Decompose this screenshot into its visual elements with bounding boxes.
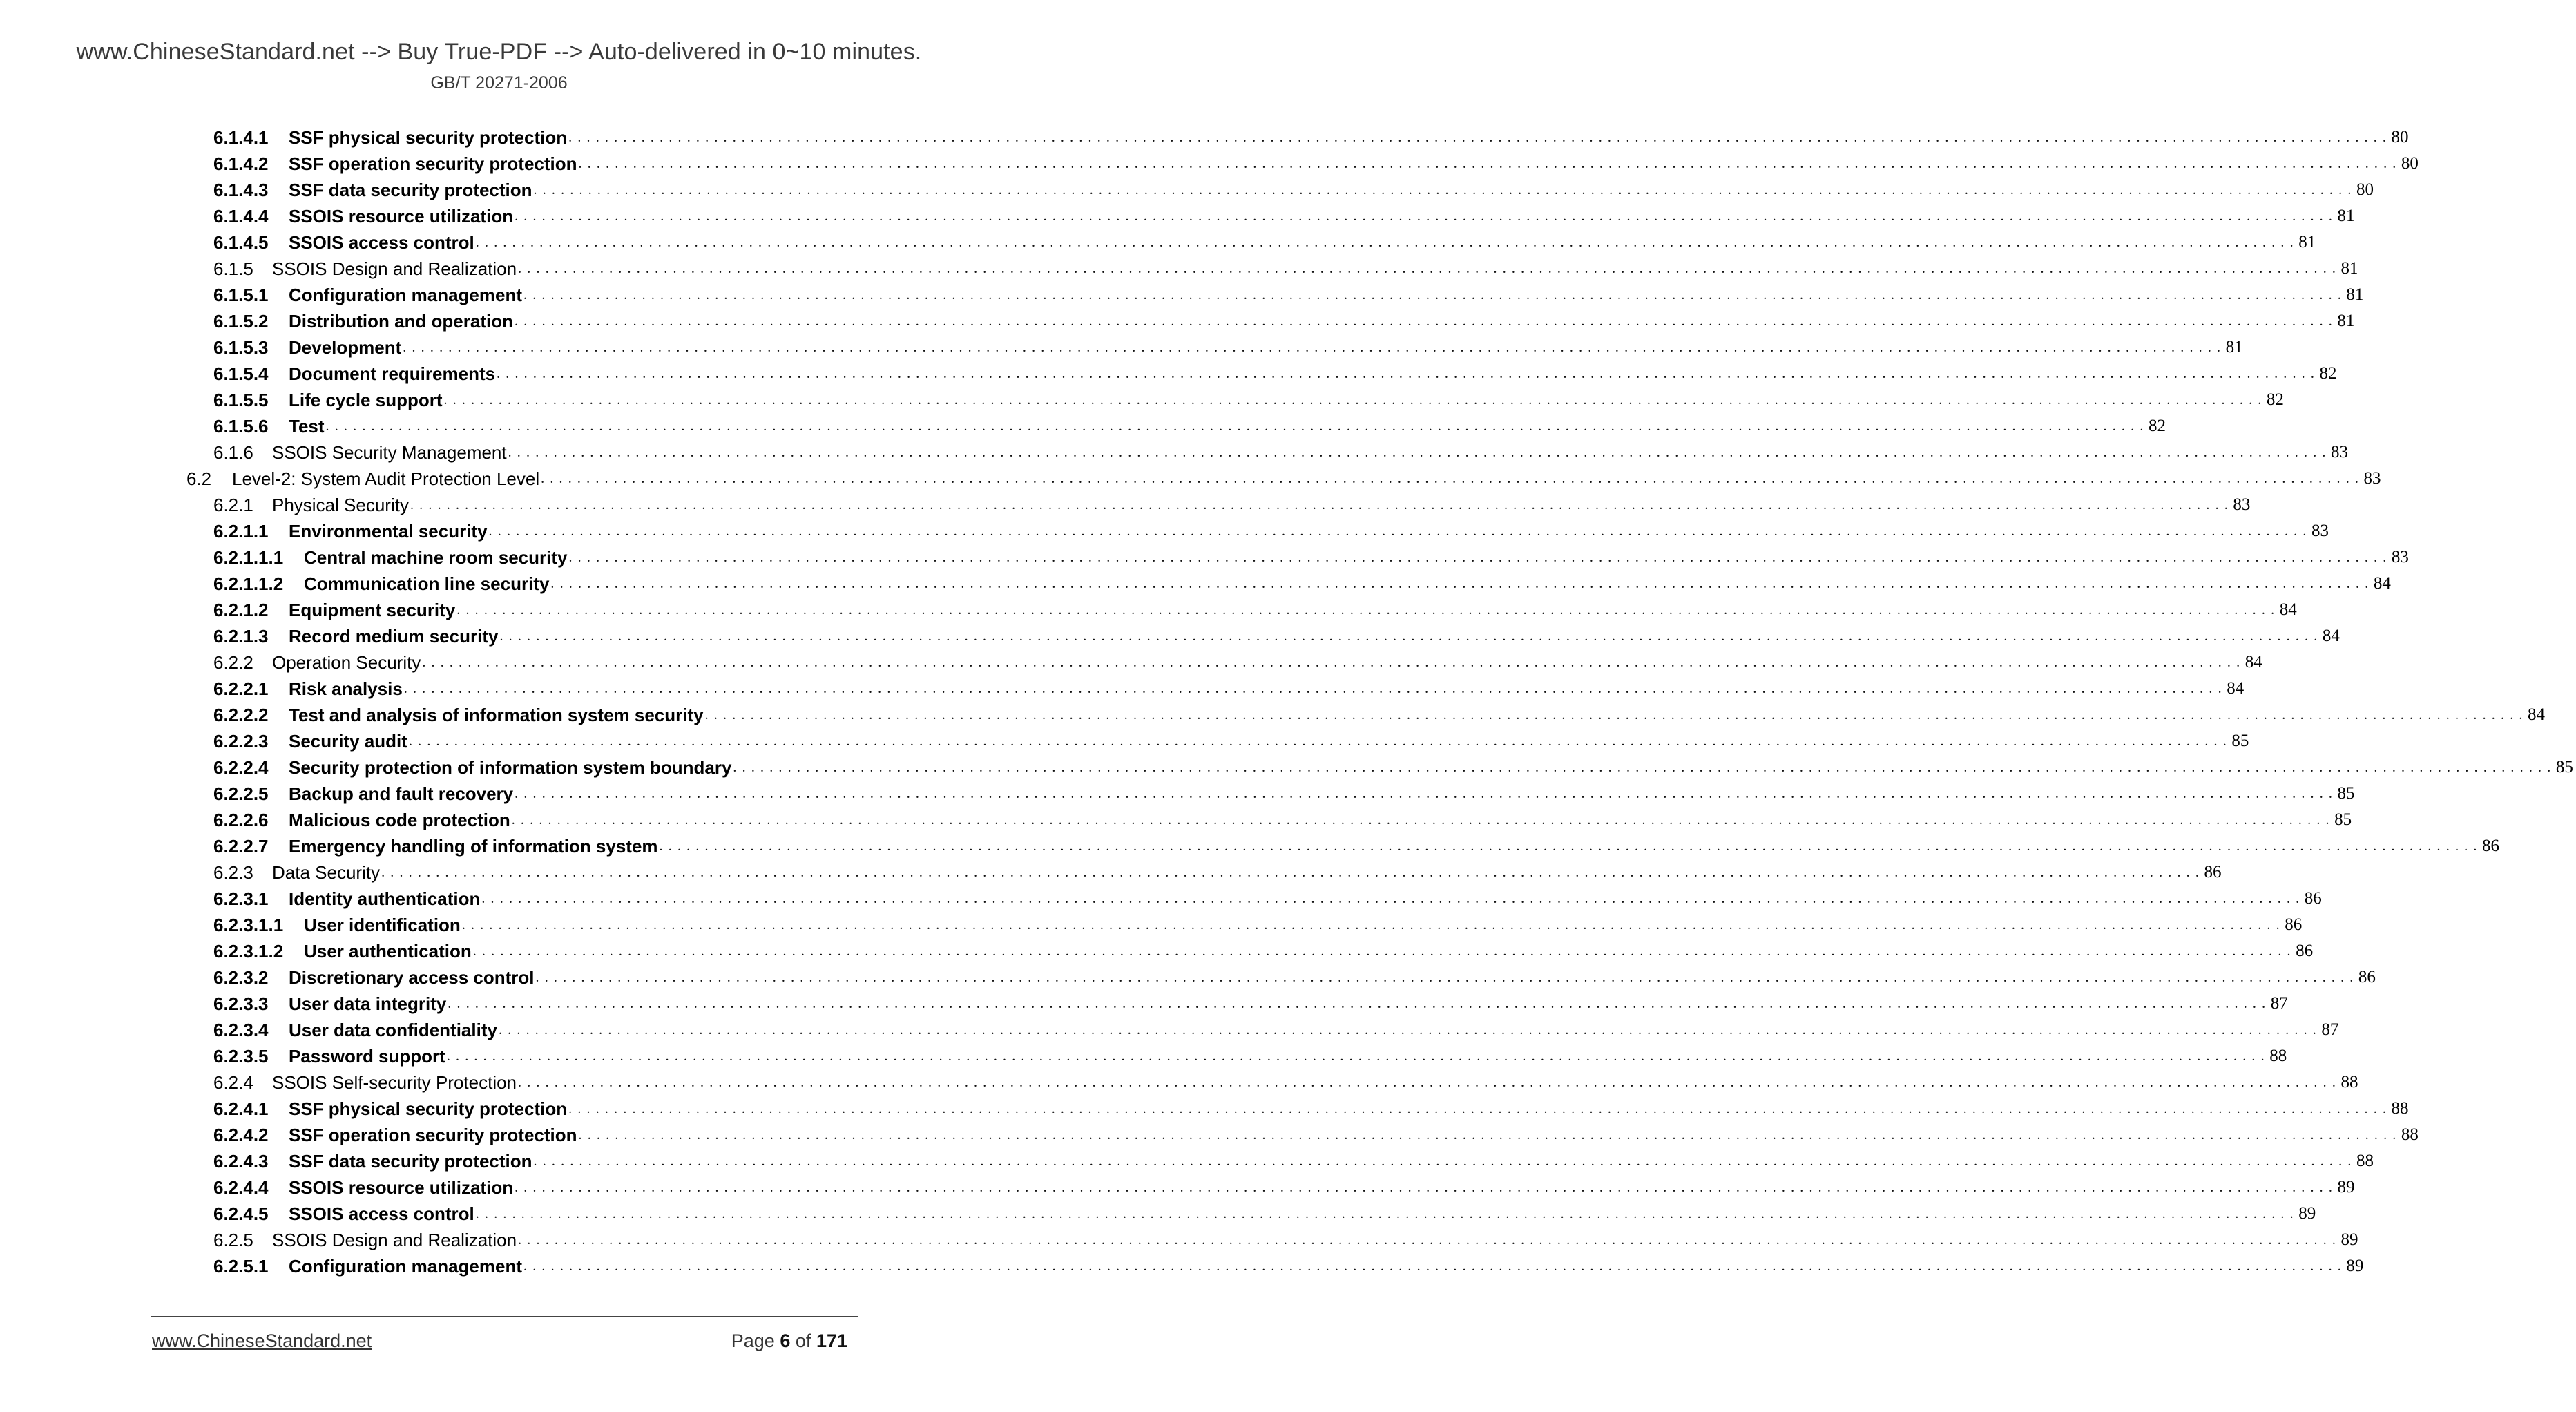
toc-entry-page: 85 xyxy=(2231,732,2249,750)
toc-entry-title: Security audit xyxy=(289,731,407,752)
toc-entry[interactable] xyxy=(0,778,2355,804)
toc-entry-number: 6.2.1 xyxy=(213,495,253,515)
toc-entry-page: 88 xyxy=(2391,1099,2409,1118)
toc-leader-dots: . . . . . . . . . . . . . . . . . . . . . . . . . . . . . . . . . . . . . . . . . . . . . . . . . . . . . . . . . . . . . . . . . . . . . . . . . . . . . . . . . . . . . . . . . . . . . . . . . . . . . . . . . . . . . . . . . . . . . . . . . . . . . . . . . . . . . . . . . . . . . . . . . . . . . . . . . . . . . . . . . . . . . . . . . . . . . . . . . . . . . . . . . . . . . . . . . . . . . . . . xyxy=(481,891,2300,906)
toc-entry[interactable] xyxy=(0,620,2340,647)
toc-entry-page: 88 xyxy=(2340,1073,2358,1091)
toc-entry-number: 6.2.4.4 xyxy=(213,1177,269,1198)
toc-entry-page: 89 xyxy=(2337,1178,2355,1196)
toc-entry[interactable] xyxy=(0,647,2262,673)
toc-entry-number: 6.2.4.5 xyxy=(213,1203,269,1224)
toc-leader-dots: . . . . . . . . . . . . . . . . . . . . . . . . . . . . . . . . . . . . . . . . . . . . . . . . . . . . . . . . . . . . . . . . . . . . . . . . . . . . . . . . . . . . . . . . . . . . . . . . . . . . . . . . . . . . . . . . . . . . . . . . . . . . . . . . . . . . . . . . . . . . . . . . . . . . . . . . . . . . . . . . . . . . . . . . . . . . . . . . . . . . . . . . . . . . . . . . . . . . . . . . xyxy=(550,576,2370,591)
toc-entry-title: SSOIS Design and Realization xyxy=(272,258,517,279)
toc-entry[interactable] xyxy=(0,1145,2374,1172)
toc-entry-title: Physical Security xyxy=(272,495,409,515)
toc-entry[interactable] xyxy=(0,227,2316,253)
toc-entry[interactable] xyxy=(0,437,2349,463)
toc-leader-dots: . . . . . . . . . . . . . . . . . . . . . . . . . . . . . . . . . . . . . . . . . . . . . . . . . . . . . . . . . . . . . . . . . . . . . . . . . . . . . . . . . . . . . . . . . . . . . . . . . . . . . . . . . . . . . . . . . . . . . . . . . . . . . . . . . . . . . . . . . . . . . . . . . . . . . . . . . . . . . . . . . . . . . . . . . . . . . . . . . . . . . . . . . . . . . . . . . . . . . . . . xyxy=(508,445,2327,460)
toc-leader-dots: . . . . . . . . . . . . . . . . . . . . . . . . . . . . . . . . . . . . . . . . . . . . . . . . . . . . . . . . . . . . . . . . . . . . . . . . . . . . . . . . . . . . . . . . . . . . . . . . . . . . . . . . . . . . . . . . . . . . . . . . . . . . . . . . . . . . . . . . . . . . . . . . . . . . . . . . . . . . . . . . . . . . . . . . . . . . . . . . . . . . . . . . . . . . . . . . . . . . . . . . xyxy=(515,786,2334,801)
toc-entry[interactable] xyxy=(0,1040,2287,1067)
toc-entry-number: 6.2.2.1 xyxy=(213,678,269,699)
toc-entry-page: 86 xyxy=(2204,863,2222,881)
toc-entry[interactable] xyxy=(0,1093,2409,1119)
toc-entry[interactable] xyxy=(0,1172,2355,1198)
toc-entry-number: 6.1.5.1 xyxy=(213,285,269,305)
toc-entry-number: 6.2.3.1 xyxy=(213,888,269,909)
toc-entry-number: 6.2 xyxy=(186,468,212,489)
toc-entry-number: 6.1.5.4 xyxy=(213,363,269,384)
toc-entry-title: Operation Security xyxy=(272,652,421,673)
toc-leader-dots: . . . . . . . . . . . . . . . . . . . . . . . . . . . . . . . . . . . . . . . . . . . . . . . . . . . . . . . . . . . . . . . . . . . . . . . . . . . . . . . . . . . . . . . . . . . . . . . . . . . . . . . . . . . . . . . . . . . . . . . . . . . . . . . . . . . . . . . . . . . . . . . . . . . . . . . . . . . . . . . . . . . . . . . . . . . . . . . . . . . . . . . . . . . . . . . . . . . . . . . . xyxy=(704,707,2524,723)
toc-entry-number: 6.2.2 xyxy=(213,652,253,673)
toc-entry-page: 80 xyxy=(2356,180,2374,199)
toc-entry-title: SSF data security protection xyxy=(289,180,532,200)
toc-entry-number: 6.2.2.6 xyxy=(213,810,269,830)
toc-entry[interactable] xyxy=(0,988,2288,1014)
page-of: of xyxy=(795,1330,811,1351)
toc-entry-title: Central machine room security xyxy=(304,547,568,568)
toc-entry[interactable] xyxy=(0,463,2381,489)
toc-leader-dots: . . . . . . . . . . . . . . . . . . . . . . . . . . . . . . . . . . . . . . . . . . . . . . . . . . . . . . . . . . . . . . . . . . . . . . . . . . . . . . . . . . . . . . . . . . . . . . . . . . . . . . . . . . . . . . . . . . . . . . . . . . . . . . . . . . . . . . . . . . . . . . . . . . . . . . . . . . . . . . . . . . . . . . . . . . . . . . . . . . . . . . . . . . . . . . . . . . . . . . . . xyxy=(381,865,2200,880)
toc-entry-page: 86 xyxy=(2296,942,2314,960)
toc-leader-dots: . . . . . . . . . . . . . . . . . . . . . . . . . . . . . . . . . . . . . . . . . . . . . . . . . . . . . . . . . . . . . . . . . . . . . . . . . . . . . . . . . . . . . . . . . . . . . . . . . . . . . . . . . . . . . . . . . . . . . . . . . . . . . . . . . . . . . . . . . . . . . . . . . . . . . . . . . . . . . . . . . . . . . . . . . . . . . . . . . . . . . . . . . . . . . . . . . . . . . . . . xyxy=(511,812,2331,828)
toc-leader-dots: . . . . . . . . . . . . . . . . . . . . . . . . . . . . . . . . . . . . . . . . . . . . . . . . . . . . . . . . . . . . . . . . . . . . . . . . . . . . . . . . . . . . . . . . . . . . . . . . . . . . . . . . . . . . . . . . . . . . . . . . . . . . . . . . . . . . . . . . . . . . . . . . . . . . . . . . . . . . . . . . . . . . . . . . . . . . . . . . . . . . . . . . . . . . . . . . . . . . . . . . xyxy=(410,497,2229,513)
toc-leader-dots: . . . . . . . . . . . . . . . . . . . . . . . . . . . . . . . . . . . . . . . . . . . . . . . . . . . . . . . . . . . . . . . . . . . . . . . . . . . . . . . . . . . . . . . . . . . . . . . . . . . . . . . . . . . . . . . . . . . . . . . . . . . . . . . . . . . . . . . . . . . . . . . . . . . . . . . . . . . . . . . . . . . . . . . . . . . . . . . . . . . . . . . . . . . . . . . . . . . . . . . . xyxy=(408,734,2228,749)
toc-leader-dots: . . . . . . . . . . . . . . . . . . . . . . . . . . . . . . . . . . . . . . . . . . . . . . . . . . . . . . . . . . . . . . . . . . . . . . . . . . . . . . . . . . . . . . . . . . . . . . . . . . . . . . . . . . . . . . . . . . . . . . . . . . . . . . . . . . . . . . . . . . . . . . . . . . . . . . . . . . . . . . . . . . . . . . . . . . . . . . . . . . . . . . . . . . . . . . . . . . . . . . . . xyxy=(518,1075,2337,1090)
toc-entry-number: 6.1.4.2 xyxy=(213,153,269,174)
toc-entry-number: 6.2.2.3 xyxy=(213,731,269,752)
toc-entry-number: 6.2.1.1.1 xyxy=(213,547,284,568)
toc-leader-dots: . . . . . . . . . . . . . . . . . . . . . . . . . . . . . . . . . . . . . . . . . . . . . . . . . . . . . . . . . . . . . . . . . . . . . . . . . . . . . . . . . . . . . . . . . . . . . . . . . . . . . . . . . . . . . . . . . . . . . . . . . . . . . . . . . . . . . . . . . . . . . . . . . . . . . . . . . . . . . . . . . . . . . . . . . . . . . . . . . . . . . . . . . . . . . . . . . . . . . . . . xyxy=(456,602,2276,618)
toc-entry-number: 6.2.2.5 xyxy=(213,783,269,804)
toc-leader-dots: . . . . . . . . . . . . . . . . . . . . . . . . . . . . . . . . . . . . . . . . . . . . . . . . . . . . . . . . . . . . . . . . . . . . . . . . . . . . . . . . . . . . . . . . . . . . . . . . . . . . . . . . . . . . . . . . . . . . . . . . . . . . . . . . . . . . . . . . . . . . . . . . . . . . . . . . . . . . . . . . . . . . . . . . . . . . . . . . . . . . . . . . . . . . . . . . . . . . . . . . xyxy=(533,182,2352,198)
toc-entry-number: 6.2.3.4 xyxy=(213,1020,269,1040)
toc-entry-page: 81 xyxy=(2340,259,2358,278)
toc-entry[interactable] xyxy=(0,673,2245,699)
toc-entry-title: Record medium security xyxy=(289,626,499,647)
toc-entry-title: SSOIS resource utilization xyxy=(289,1177,514,1198)
toc-leader-dots: . . . . . . . . . . . . . . . . . . . . . . . . . . . . . . . . . . . . . . . . . . . . . . . . . . . . . . . . . . . . . . . . . . . . . . . . . . . . . . . . . . . . . . . . . . . . . . . . . . . . . . . . . . . . . . . . . . . . . . . . . . . . . . . . . . . . . . . . . . . . . . . . . . . . . . . . . . . . . . . . . . . . . . . . . . . . . . . . . . . . . . . . . . . . . . . . . . . . . . . . xyxy=(568,550,2387,565)
toc-entry-page: 86 xyxy=(2285,915,2303,934)
toc-leader-dots: . . . . . . . . . . . . . . . . . . . . . . . . . . . . . . . . . . . . . . . . . . . . . . . . . . . . . . . . . . . . . . . . . . . . . . . . . . . . . . . . . . . . . . . . . . . . . . . . . . . . . . . . . . . . . . . . . . . . . . . . . . . . . . . . . . . . . . . . . . . . . . . . . . . . . . . . . . . . . . . . . . . . . . . . . . . . . . . . . . . . . . . . . . . . . . . . . . . . . . . . xyxy=(541,471,2360,486)
toc-entry-page: 83 xyxy=(2363,469,2381,488)
toc-entry-title: Password support xyxy=(289,1046,445,1067)
toc-entry-page: 81 xyxy=(2337,312,2355,330)
toc-entry-page: 83 xyxy=(2311,522,2329,540)
toc-entry-title: Development xyxy=(289,337,402,358)
toc-entry-page: 86 xyxy=(2304,889,2322,908)
toc-entry-number: 6.1.5.3 xyxy=(213,337,269,358)
toc-entry-number: 6.1.4.3 xyxy=(213,180,269,200)
toc-leader-dots: . . . . . . . . . . . . . . . . . . . . . . . . . . . . . . . . . . . . . . . . . . . . . . . . . . . . . . . . . . . . . . . . . . . . . . . . . . . . . . . . . . . . . . . . . . . . . . . . . . . . . . . . . . . . . . . . . . . . . . . . . . . . . . . . . . . . . . . . . . . . . . . . . . . . . . . . . . . . . . . . . . . . . . . . . . . . . . . . . . . . . . . . . . . . . . . . . . . . . . . . xyxy=(325,419,2144,434)
toc-entry-page: 82 xyxy=(2266,390,2284,409)
toc-entry[interactable] xyxy=(0,909,2303,935)
toc-entry[interactable] xyxy=(0,489,2251,515)
toc-entry-number: 6.2.4.2 xyxy=(213,1125,269,1145)
toc-entry-title: SSF physical security protection xyxy=(289,127,568,148)
toc-leader-dots: . . . . . . . . . . . . . . . . . . . . . . . . . . . . . . . . . . . . . . . . . . . . . . . . . . . . . . . . . . . . . . . . . . . . . . . . . . . . . . . . . . . . . . . . . . . . . . . . . . . . . . . . . . . . . . . . . . . . . . . . . . . . . . . . . . . . . . . . . . . . . . . . . . . . . . . . . . . . . . . . . . . . . . . . . . . . . . . . . . . . . . . . . . . . . . . . . . . . . . . . xyxy=(523,1259,2343,1274)
toc-entry-number: 6.2.3.1.2 xyxy=(213,941,284,962)
toc-entry-page: 84 xyxy=(2528,705,2545,724)
toc-entry-page: 88 xyxy=(2356,1152,2374,1170)
toc-entry-title: Life cycle support xyxy=(289,390,443,410)
toc-entry[interactable] xyxy=(0,358,2337,384)
footer-page-number xyxy=(731,1330,847,1352)
toc-entry-title: User identification xyxy=(304,915,461,935)
toc-entry-title: Environmental security xyxy=(289,521,488,542)
toc-entry[interactable] xyxy=(0,410,2166,437)
toc-entry-title: Configuration management xyxy=(289,285,523,305)
toc-entry[interactable] xyxy=(0,883,2322,909)
toc-entry-page: 84 xyxy=(2245,653,2262,671)
toc-entry[interactable] xyxy=(0,515,2329,542)
standard-id: GB/T 20271-2006 xyxy=(430,73,568,93)
toc-leader-dots: . . . . . . . . . . . . . . . . . . . . . . . . . . . . . . . . . . . . . . . . . . . . . . . . . . . . . . . . . . . . . . . . . . . . . . . . . . . . . . . . . . . . . . . . . . . . . . . . . . . . . . . . . . . . . . . . . . . . . . . . . . . . . . . . . . . . . . . . . . . . . . . . . . . . . . . . . . . . . . . . . . . . . . . . . . . . . . . . . . . . . . . . . . . . . . . . . . . . . . . . xyxy=(535,970,2354,985)
toc-entry-title: Malicious code protection xyxy=(289,810,510,830)
toc-entry[interactable] xyxy=(0,935,2314,962)
toc-entry[interactable] xyxy=(0,279,2364,305)
toc-entry-title: Discretionary access control xyxy=(289,967,535,988)
toc-entry-page: 87 xyxy=(2321,1020,2339,1039)
toc-leader-dots: . . . . . . . . . . . . . . . . . . . . . . . . . . . . . . . . . . . . . . . . . . . . . . . . . . . . . . . . . . . . . . . . . . . . . . . . . . . . . . . . . . . . . . . . . . . . . . . . . . . . . . . . . . . . . . . . . . . . . . . . . . . . . . . . . . . . . . . . . . . . . . . . . . . . . . . . . . . . . . . . . . . . . . . . . . . . . . . . . . . . . . . . . . . . . . . . . . . . . . . . xyxy=(498,1022,2318,1038)
toc-entry-number: 6.2.3.1.1 xyxy=(213,915,284,935)
toc-entry-number: 6.2.4 xyxy=(213,1072,253,1093)
toc-entry-page: 81 xyxy=(2298,233,2316,251)
toc-entry-title: SSF data security protection xyxy=(289,1151,532,1172)
toc-entry-title: Test xyxy=(289,416,325,437)
toc-leader-dots: . . . . . . . . . . . . . . . . . . . . . . . . . . . . . . . . . . . . . . . . . . . . . . . . . . . . . . . . . . . . . . . . . . . . . . . . . . . . . . . . . . . . . . . . . . . . . . . . . . . . . . . . . . . . . . . . . . . . . . . . . . . . . . . . . . . . . . . . . . . . . . . . . . . . . . . . . . . . . . . . . . . . . . . . . . . . . . . . . . . . . . . . . . . . . . . . . . . . . . . . xyxy=(403,340,2222,355)
toc-entry-title: Document requirements xyxy=(289,363,496,384)
toc-entry-number: 6.1.5.2 xyxy=(213,311,269,332)
toc-entry-title: Emergency handling of information system xyxy=(289,836,658,857)
toc-entry[interactable] xyxy=(0,568,2391,594)
toc-leader-dots: . . . . . . . . . . . . . . . . . . . . . . . . . . . . . . . . . . . . . . . . . . . . . . . . . . . . . . . . . . . . . . . . . . . . . . . . . . . . . . . . . . . . . . . . . . . . . . . . . . . . . . . . . . . . . . . . . . . . . . . . . . . . . . . . . . . . . . . . . . . . . . . . . . . . . . . . . . . . . . . . . . . . . . . . . . . . . . . . . . . . . . . . . . . . . . . . . . . . . . . . xyxy=(659,839,2478,854)
toc-entry-number: 6.2.1.3 xyxy=(213,626,269,647)
page-total: 171 xyxy=(816,1330,847,1351)
toc-entry-number: 6.2.1.1.2 xyxy=(213,573,284,594)
toc-leader-dots: . . . . . . . . . . . . . . . . . . . . . . . . . . . . . . . . . . . . . . . . . . . . . . . . . . . . . . . . . . . . . . . . . . . . . . . . . . . . . . . . . . . . . . . . . . . . . . . . . . . . . . . . . . . . . . . . . . . . . . . . . . . . . . . . . . . . . . . . . . . . . . . . . . . . . . . . . . . . . . . . . . . . . . . . . . . . . . . . . . . . . . . . . . . . . . . . . . . . . . . . xyxy=(515,1180,2334,1195)
toc-entry-page: 84 xyxy=(2279,600,2297,619)
toc-leader-dots: . . . . . . . . . . . . . . . . . . . . . . . . . . . . . . . . . . . . . . . . . . . . . . . . . . . . . . . . . . . . . . . . . . . . . . . . . . . . . . . . . . . . . . . . . . . . . . . . . . . . . . . . . . . . . . . . . . . . . . . . . . . . . . . . . . . . . . . . . . . . . . . . . . . . . . . . . . . . . . . . . . . . . . . . . . . . . . . . . . . . . . . . . . . . . . . . . . . . . . . . xyxy=(578,156,2397,171)
toc-leader-dots: . . . . . . . . . . . . . . . . . . . . . . . . . . . . . . . . . . . . . . . . . . . . . . . . . . . . . . . . . . . . . . . . . . . . . . . . . . . . . . . . . . . . . . . . . . . . . . . . . . . . . . . . . . . . . . . . . . . . . . . . . . . . . . . . . . . . . . . . . . . . . . . . . . . . . . . . . . . . . . . . . . . . . . . . . . . . . . . . . . . . . . . . . . . . . . . . . . . . . . . . xyxy=(422,655,2241,670)
toc-entry-number: 6.1.5 xyxy=(213,258,253,279)
toc-entry-title: SSF physical security protection xyxy=(289,1098,568,1119)
toc-entry[interactable] xyxy=(0,542,2409,568)
toc-entry-page: 89 xyxy=(2340,1230,2358,1249)
toc-leader-dots: . . . . . . . . . . . . . . . . . . . . . . . . . . . . . . . . . . . . . . . . . . . . . . . . . . . . . . . . . . . . . . . . . . . . . . . . . . . . . . . . . . . . . . . . . . . . . . . . . . . . . . . . . . . . . . . . . . . . . . . . . . . . . . . . . . . . . . . . . . . . . . . . . . . . . . . . . . . . . . . . . . . . . . . . . . . . . . . . . . . . . . . . . . . . . . . . . . . . . . . . xyxy=(533,1154,2352,1169)
toc-entry[interactable] xyxy=(0,830,2499,857)
toc-leader-dots: . . . . . . . . . . . . . . . . . . . . . . . . . . . . . . . . . . . . . . . . . . . . . . . . . . . . . . . . . . . . . . . . . . . . . . . . . . . . . . . . . . . . . . . . . . . . . . . . . . . . . . . . . . . . . . . . . . . . . . . . . . . . . . . . . . . . . . . . . . . . . . . . . . . . . . . . . . . . . . . . . . . . . . . . . . . . . . . . . . . . . . . . . . . . . . . . . . . . . . . . xyxy=(475,235,2295,250)
toc-entry-number: 6.1.4.4 xyxy=(213,206,269,227)
toc-entry-title: SSOIS resource utilization xyxy=(289,206,514,227)
toc-entry-title: User data integrity xyxy=(289,993,447,1014)
toc-entry-page: 87 xyxy=(2270,994,2288,1013)
toc-entry-page: 83 xyxy=(2391,548,2409,566)
toc-entry-number: 6.2.2.7 xyxy=(213,836,269,857)
toc-entry[interactable] xyxy=(0,122,2409,148)
toc-entry[interactable] xyxy=(0,962,2376,988)
toc-entry[interactable] xyxy=(0,200,2355,227)
toc-entry-page: 88 xyxy=(2269,1047,2287,1065)
toc-entry-title: User data confidentiality xyxy=(289,1020,497,1040)
toc-entry-number: 6.2.3.3 xyxy=(213,993,269,1014)
toc-entry-page: 86 xyxy=(2481,837,2499,855)
toc-leader-dots: . . . . . . . . . . . . . . . . . . . . . . . . . . . . . . . . . . . . . . . . . . . . . . . . . . . . . . . . . . . . . . . . . . . . . . . . . . . . . . . . . . . . . . . . . . . . . . . . . . . . . . . . . . . . . . . . . . . . . . . . . . . . . . . . . . . . . . . . . . . . . . . . . . . . . . . . . . . . . . . . . . . . . . . . . . . . . . . . . . . . . . . . . . . . . . . . . . . . . . . . xyxy=(472,944,2292,959)
toc-entry-page: 89 xyxy=(2346,1257,2364,1275)
toc-entry-page: 84 xyxy=(2373,574,2391,593)
toc-leader-dots: . . . . . . . . . . . . . . . . . . . . . . . . . . . . . . . . . . . . . . . . . . . . . . . . . . . . . . . . . . . . . . . . . . . . . . . . . . . . . . . . . . . . . . . . . . . . . . . . . . . . . . . . . . . . . . . . . . . . . . . . . . . . . . . . . . . . . . . . . . . . . . . . . . . . . . . . . . . . . . . . . . . . . . . . . . . . . . . . . . . . . . . . . . . . . . . . . . . . . . . . xyxy=(518,1232,2337,1248)
toc-entry-page: 85 xyxy=(2555,758,2573,776)
toc-entry-page: 86 xyxy=(2358,968,2376,986)
toc-entry-title: Equipment security xyxy=(289,600,456,620)
toc-leader-dots: . . . . . . . . . . . . . . . . . . . . . . . . . . . . . . . . . . . . . . . . . . . . . . . . . . . . . . . . . . . . . . . . . . . . . . . . . . . . . . . . . . . . . . . . . . . . . . . . . . . . . . . . . . . . . . . . . . . . . . . . . . . . . . . . . . . . . . . . . . . . . . . . . . . . . . . . . . . . . . . . . . . . . . . . . . . . . . . . . . . . . . . . . . . . . . . . . . . . . . . . xyxy=(497,366,2316,381)
toc-entry-page: 84 xyxy=(2322,627,2340,645)
toc-entry-page: 89 xyxy=(2298,1204,2316,1223)
toc-entry-title: SSOIS access control xyxy=(289,232,474,253)
toc-entry-number: 6.2.4.1 xyxy=(213,1098,269,1119)
toc-leader-dots: . . . . . . . . . . . . . . . . . . . . . . . . . . . . . . . . . . . . . . . . . . . . . . . . . . . . . . . . . . . . . . . . . . . . . . . . . . . . . . . . . . . . . . . . . . . . . . . . . . . . . . . . . . . . . . . . . . . . . . . . . . . . . . . . . . . . . . . . . . . . . . . . . . . . . . . . . . . . . . . . . . . . . . . . . . . . . . . . . . . . . . . . . . . . . . . . . . . . . . . . xyxy=(733,760,2552,775)
footer-site-link[interactable]: www.ChineseStandard.net xyxy=(152,1330,372,1351)
toc-leader-dots: . . . . . . . . . . . . . . . . . . . . . . . . . . . . . . . . . . . . . . . . . . . . . . . . . . . . . . . . . . . . . . . . . . . . . . . . . . . . . . . . . . . . . . . . . . . . . . . . . . . . . . . . . . . . . . . . . . . . . . . . . . . . . . . . . . . . . . . . . . . . . . . . . . . . . . . . . . . . . . . . . . . . . . . . . . . . . . . . . . . . . . . . . . . . . . . . . . . . . . . . xyxy=(515,209,2334,224)
toc-entry-title: Security protection of information system boundary xyxy=(289,757,732,778)
toc-entry-title: Data Security xyxy=(272,862,381,883)
toc-entry[interactable] xyxy=(0,253,2358,279)
toc-leader-dots: . . . . . . . . . . . . . . . . . . . . . . . . . . . . . . . . . . . . . . . . . . . . . . . . . . . . . . . . . . . . . . . . . . . . . . . . . . . . . . . . . . . . . . . . . . . . . . . . . . . . . . . . . . . . . . . . . . . . . . . . . . . . . . . . . . . . . . . . . . . . . . . . . . . . . . . . . . . . . . . . . . . . . . . . . . . . . . . . . . . . . . . . . . . . . . . . . . . . . . . . xyxy=(448,996,2267,1011)
toc-entry[interactable] xyxy=(0,1224,2358,1250)
toc-entry-number: 6.2.2.2 xyxy=(213,705,269,725)
toc-entry-number: 6.2.4.3 xyxy=(213,1151,269,1172)
toc-entry-page: 83 xyxy=(2331,443,2349,461)
toc-entry-number: 6.2.2.4 xyxy=(213,757,269,778)
footer-divider xyxy=(151,1316,858,1317)
toc-leader-dots: . . . . . . . . . . . . . . . . . . . . . . . . . . . . . . . . . . . . . . . . . . . . . . . . . . . . . . . . . . . . . . . . . . . . . . . . . . . . . . . . . . . . . . . . . . . . . . . . . . . . . . . . . . . . . . . . . . . . . . . . . . . . . . . . . . . . . . . . . . . . . . . . . . . . . . . . . . . . . . . . . . . . . . . . . . . . . . . . . . . . . . . . . . . . . . . . . . . . . . . . xyxy=(568,130,2387,145)
toc-entry-page: 82 xyxy=(2319,364,2337,383)
page-current: 6 xyxy=(780,1330,791,1351)
toc-entry-page: 88 xyxy=(2401,1125,2419,1144)
toc-entry-page: 81 xyxy=(2346,285,2364,304)
toc-entry-number: 6.2.5.1 xyxy=(213,1256,269,1277)
toc-entry-page: 82 xyxy=(2148,417,2166,435)
toc-entry[interactable] xyxy=(0,1067,2358,1093)
toc-entry-title: Backup and fault recovery xyxy=(289,783,514,804)
toc-entry[interactable] xyxy=(0,1014,2339,1040)
toc-entry[interactable] xyxy=(0,305,2355,332)
toc-entry-number: 6.1.5.5 xyxy=(213,390,269,410)
toc-leader-dots: . . . . . . . . . . . . . . . . . . . . . . . . . . . . . . . . . . . . . . . . . . . . . . . . . . . . . . . . . . . . . . . . . . . . . . . . . . . . . . . . . . . . . . . . . . . . . . . . . . . . . . . . . . . . . . . . . . . . . . . . . . . . . . . . . . . . . . . . . . . . . . . . . . . . . . . . . . . . . . . . . . . . . . . . . . . . . . . . . . . . . . . . . . . . . . . . . . . . . . . . xyxy=(568,1101,2387,1116)
toc-entry-page: 81 xyxy=(2225,338,2243,356)
toc-entry-number: 6.2.3 xyxy=(213,862,253,883)
header-banner: www.ChineseStandard.net --> Buy True-PDF --> Auto-delivered in 0~10 minutes. xyxy=(76,39,922,65)
toc-entry[interactable] xyxy=(0,699,2545,725)
toc-entry-number: 6.1.4.1 xyxy=(213,127,269,148)
toc-entry-page: 85 xyxy=(2337,784,2355,803)
toc-entry[interactable] xyxy=(0,384,2284,410)
toc-entry-number: 6.2.3.2 xyxy=(213,967,269,988)
toc-leader-dots: . . . . . . . . . . . . . . . . . . . . . . . . . . . . . . . . . . . . . . . . . . . . . . . . . . . . . . . . . . . . . . . . . . . . . . . . . . . . . . . . . . . . . . . . . . . . . . . . . . . . . . . . . . . . . . . . . . . . . . . . . . . . . . . . . . . . . . . . . . . . . . . . . . . . . . . . . . . . . . . . . . . . . . . . . . . . . . . . . . . . . . . . . . . . . . . . . . . . . . . . xyxy=(515,314,2334,329)
toc-entry[interactable] xyxy=(0,174,2374,200)
toc-entry-title: Level-2: System Audit Protection Level xyxy=(232,468,540,489)
page-label: Page xyxy=(731,1330,775,1351)
toc-entry-number: 6.2.3.5 xyxy=(213,1046,269,1067)
toc-entry-title: Identity authentication xyxy=(289,888,481,909)
toc-entry-number: 6.1.6 xyxy=(213,442,253,463)
toc-entry-page: 80 xyxy=(2391,128,2409,146)
toc-entry[interactable] xyxy=(0,1119,2419,1145)
toc-leader-dots: . . . . . . . . . . . . . . . . . . . . . . . . . . . . . . . . . . . . . . . . . . . . . . . . . . . . . . . . . . . . . . . . . . . . . . . . . . . . . . . . . . . . . . . . . . . . . . . . . . . . . . . . . . . . . . . . . . . . . . . . . . . . . . . . . . . . . . . . . . . . . . . . . . . . . . . . . . . . . . . . . . . . . . . . . . . . . . . . . . . . . . . . . . . . . . . . . . . . . . . . xyxy=(461,917,2281,933)
toc-entry-title: SSOIS access control xyxy=(289,1203,474,1224)
toc-leader-dots: . . . . . . . . . . . . . . . . . . . . . . . . . . . . . . . . . . . . . . . . . . . . . . . . . . . . . . . . . . . . . . . . . . . . . . . . . . . . . . . . . . . . . . . . . . . . . . . . . . . . . . . . . . . . . . . . . . . . . . . . . . . . . . . . . . . . . . . . . . . . . . . . . . . . . . . . . . . . . . . . . . . . . . . . . . . . . . . . . . . . . . . . . . . . . . . . . . . . . . . . xyxy=(403,681,2223,696)
toc-entry-number: 6.1.5.6 xyxy=(213,416,269,437)
toc-entry-page: 81 xyxy=(2337,207,2355,225)
toc-entry[interactable] xyxy=(0,752,2573,778)
toc-entry-number: 6.1.4.5 xyxy=(213,232,269,253)
toc-entry[interactable] xyxy=(0,725,2249,752)
toc-leader-dots: . . . . . . . . . . . . . . . . . . . . . . . . . . . . . . . . . . . . . . . . . . . . . . . . . . . . . . . . . . . . . . . . . . . . . . . . . . . . . . . . . . . . . . . . . . . . . . . . . . . . . . . . . . . . . . . . . . . . . . . . . . . . . . . . . . . . . . . . . . . . . . . . . . . . . . . . . . . . . . . . . . . . . . . . . . . . . . . . . . . . . . . . . . . . . . . . . . . . . . . . xyxy=(446,1049,2266,1064)
toc-entry-title: SSF operation security protection xyxy=(289,1125,577,1145)
toc-entry-title: Communication line security xyxy=(304,573,550,594)
toc-entry-title: SSOIS Security Management xyxy=(272,442,507,463)
toc-leader-dots: . . . . . . . . . . . . . . . . . . . . . . . . . . . . . . . . . . . . . . . . . . . . . . . . . . . . . . . . . . . . . . . . . . . . . . . . . . . . . . . . . . . . . . . . . . . . . . . . . . . . . . . . . . . . . . . . . . . . . . . . . . . . . . . . . . . . . . . . . . . . . . . . . . . . . . . . . . . . . . . . . . . . . . . . . . . . . . . . . . . . . . . . . . . . . . . . . . . . . . . . xyxy=(488,524,2307,539)
toc-entry-title: Configuration management xyxy=(289,1256,523,1277)
toc-entry-title: SSF operation security protection xyxy=(289,153,577,174)
toc-entry-page: 83 xyxy=(2233,495,2251,514)
toc-leader-dots: . . . . . . . . . . . . . . . . . . . . . . . . . . . . . . . . . . . . . . . . . . . . . . . . . . . . . . . . . . . . . . . . . . . . . . . . . . . . . . . . . . . . . . . . . . . . . . . . . . . . . . . . . . . . . . . . . . . . . . . . . . . . . . . . . . . . . . . . . . . . . . . . . . . . . . . . . . . . . . . . . . . . . . . . . . . . . . . . . . . . . . . . . . . . . . . . . . . . . . . . xyxy=(499,629,2318,644)
toc-entry-number: 6.2.1.2 xyxy=(213,600,269,620)
toc-leader-dots: . . . . . . . . . . . . . . . . . . . . . . . . . . . . . . . . . . . . . . . . . . . . . . . . . . . . . . . . . . . . . . . . . . . . . . . . . . . . . . . . . . . . . . . . . . . . . . . . . . . . . . . . . . . . . . . . . . . . . . . . . . . . . . . . . . . . . . . . . . . . . . . . . . . . . . . . . . . . . . . . . . . . . . . . . . . . . . . . . . . . . . . . . . . . . . . . . . . . . . . . xyxy=(443,392,2262,408)
toc-entry[interactable] xyxy=(0,332,2243,358)
toc-entry-title: SSOIS Design and Realization xyxy=(272,1230,517,1250)
toc-entry-number: 6.2.1.1 xyxy=(213,521,269,542)
toc-entry-page: 85 xyxy=(2334,810,2352,829)
toc-entry-title: User authentication xyxy=(304,941,472,962)
toc-entry-title: Distribution and operation xyxy=(289,311,513,332)
toc-leader-dots: . . . . . . . . . . . . . . . . . . . . . . . . . . . . . . . . . . . . . . . . . . . . . . . . . . . . . . . . . . . . . . . . . . . . . . . . . . . . . . . . . . . . . . . . . . . . . . . . . . . . . . . . . . . . . . . . . . . . . . . . . . . . . . . . . . . . . . . . . . . . . . . . . . . . . . . . . . . . . . . . . . . . . . . . . . . . . . . . . . . . . . . . . . . . . . . . . . . . . . . . xyxy=(475,1206,2295,1221)
toc-entry[interactable] xyxy=(0,1250,2364,1277)
toc-entry-page: 80 xyxy=(2401,154,2419,173)
toc-entry-page: 84 xyxy=(2227,679,2245,698)
toc-entry[interactable] xyxy=(0,148,2419,174)
toc-entry-title: Risk analysis xyxy=(289,678,403,699)
toc-entry-number: 6.2.5 xyxy=(213,1230,253,1250)
toc-entry[interactable] xyxy=(0,1198,2316,1224)
toc-entry-title: Test and analysis of information system security xyxy=(289,705,704,725)
toc-leader-dots: . . . . . . . . . . . . . . . . . . . . . . . . . . . . . . . . . . . . . . . . . . . . . . . . . . . . . . . . . . . . . . . . . . . . . . . . . . . . . . . . . . . . . . . . . . . . . . . . . . . . . . . . . . . . . . . . . . . . . . . . . . . . . . . . . . . . . . . . . . . . . . . . . . . . . . . . . . . . . . . . . . . . . . . . . . . . . . . . . . . . . . . . . . . . . . . . . . . . . . . . xyxy=(578,1127,2397,1143)
toc-entry[interactable] xyxy=(0,804,2352,830)
toc-entry[interactable] xyxy=(0,594,2297,620)
toc-leader-dots: . . . . . . . . . . . . . . . . . . . . . . . . . . . . . . . . . . . . . . . . . . . . . . . . . . . . . . . . . . . . . . . . . . . . . . . . . . . . . . . . . . . . . . . . . . . . . . . . . . . . . . . . . . . . . . . . . . . . . . . . . . . . . . . . . . . . . . . . . . . . . . . . . . . . . . . . . . . . . . . . . . . . . . . . . . . . . . . . . . . . . . . . . . . . . . . . . . . . . . . . xyxy=(518,261,2337,276)
toc-entry[interactable] xyxy=(0,857,2222,883)
toc-leader-dots: . . . . . . . . . . . . . . . . . . . . . . . . . . . . . . . . . . . . . . . . . . . . . . . . . . . . . . . . . . . . . . . . . . . . . . . . . . . . . . . . . . . . . . . . . . . . . . . . . . . . . . . . . . . . . . . . . . . . . . . . . . . . . . . . . . . . . . . . . . . . . . . . . . . . . . . . . . . . . . . . . . . . . . . . . . . . . . . . . . . . . . . . . . . . . . . . . . . . . . . . xyxy=(523,287,2343,303)
toc-entry-title: SSOIS Self-security Protection xyxy=(272,1072,517,1093)
